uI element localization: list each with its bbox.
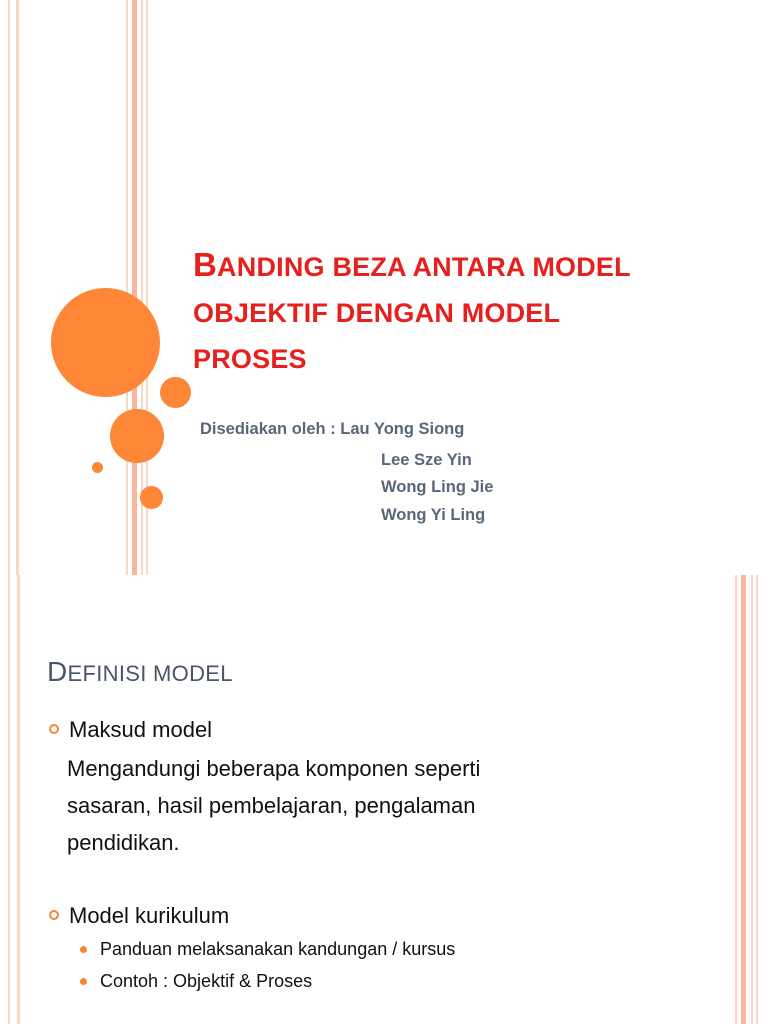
title-line-2: OBJEKTIF DENGAN MODEL [193, 298, 561, 328]
decorative-circle-medium [110, 409, 164, 463]
title-line-3: PROSES [193, 344, 307, 374]
decorative-circle-small [140, 486, 163, 509]
decorative-stripe [741, 575, 746, 1024]
decorative-circle-tiny [92, 462, 103, 473]
author-name: Wong Ling Jie [381, 478, 494, 496]
bullet-label: Maksud model [69, 717, 213, 742]
heading-initial: D [47, 656, 68, 687]
sub-bullet-text: Contoh : Objektif & Proses [100, 971, 313, 991]
dot-bullet-icon [80, 978, 87, 985]
decorative-stripe [8, 0, 10, 575]
decorative-circle-large [51, 288, 160, 397]
author-name: Lee Sze Yin [381, 451, 472, 469]
decorative-stripe [132, 0, 137, 575]
decorative-stripe [735, 575, 737, 1024]
author-name: Wong Yi Ling [381, 506, 486, 524]
bullet-label: Model kurikulum [69, 903, 230, 928]
bullet-body-line: pendidikan. [67, 830, 180, 855]
ring-bullet-icon [49, 724, 59, 734]
title-initial: B [193, 246, 218, 283]
prepared-by-label: Disediakan oleh : Lau Yong Siong [200, 420, 465, 438]
slide-title [193, 242, 733, 382]
bullet-body-line: sasaran, hasil pembelajaran, pengalaman [67, 793, 476, 818]
decorative-stripe [17, 575, 20, 1024]
decorative-stripe [16, 0, 19, 575]
sub-bullet-text: Panduan melaksanakan kandungan / kursus [100, 939, 456, 959]
heading-rest: EFINISI MODEL [67, 661, 233, 686]
decorative-stripe [751, 575, 753, 1024]
slide-heading [47, 656, 233, 688]
decorative-circle-small [160, 377, 191, 408]
decorative-stripe [8, 575, 10, 1024]
decorative-stripe [756, 575, 758, 1024]
bullet-body-line: Mengandungi beberapa komponen seperti [67, 756, 481, 781]
title-line-1: ANDING BEZA ANTARA MODEL [217, 252, 631, 282]
dot-bullet-icon [80, 946, 87, 953]
ring-bullet-icon [49, 910, 59, 920]
decorative-stripe [126, 0, 128, 575]
